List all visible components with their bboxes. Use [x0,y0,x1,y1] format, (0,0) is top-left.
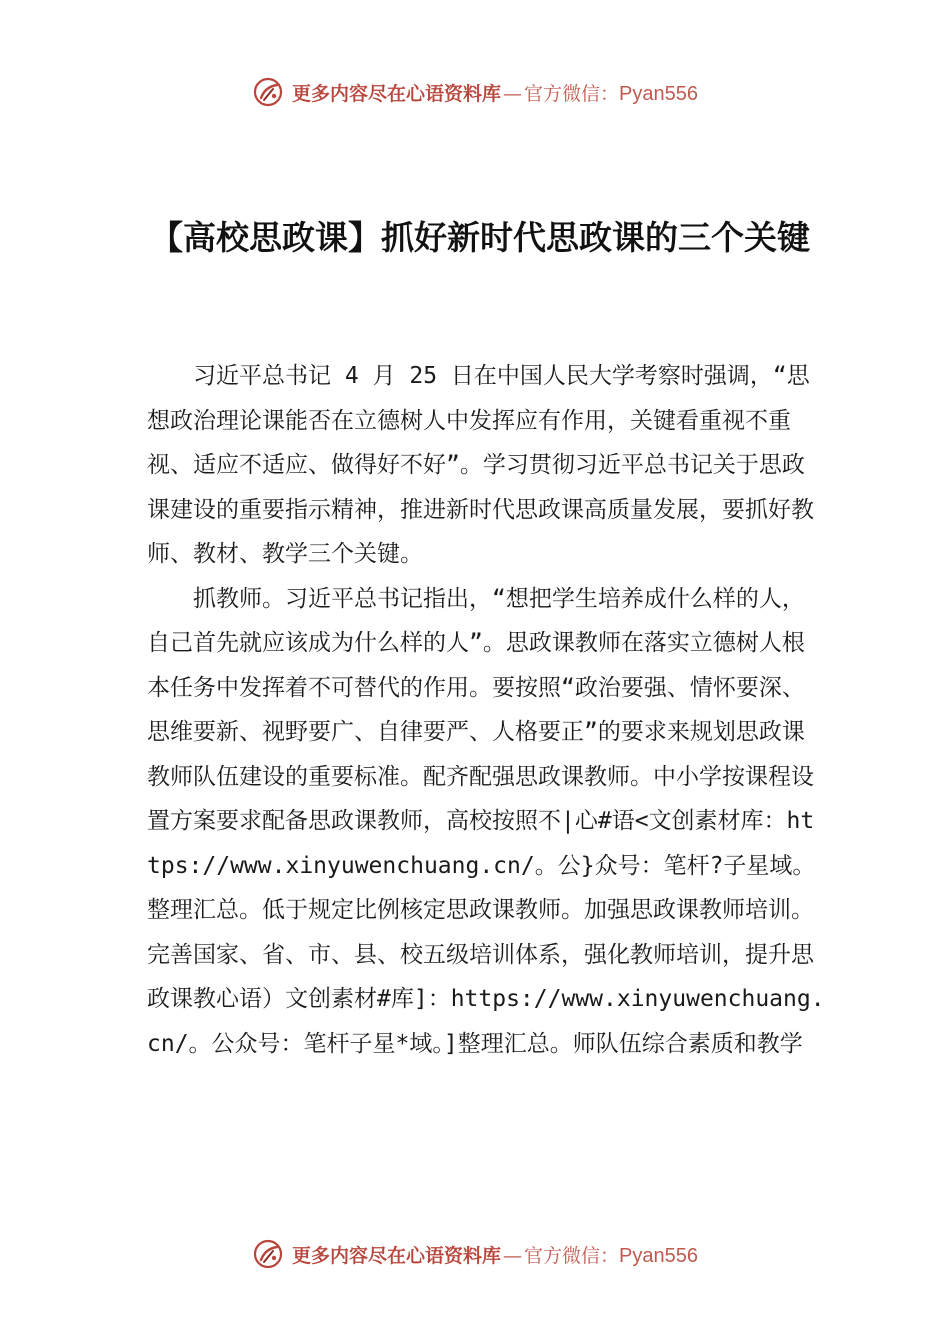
header-banner [0,70,950,114]
banner-wechat-label: 官方微信： [524,1244,620,1267]
document-body [147,354,827,1066]
banner-main-text: 更多内容尽在心语资料库 [292,1244,502,1267]
xinyu-logo-icon [252,76,284,108]
paragraph-teachers: 抓教师。习近平总书记指出，“想把学生培养成什么样的人，自己首先就应该成为什么样的人”。思政课教师在落实立德树人根本任务中发挥着不可替代的作用。要按照“政治要强、情怀要深、思维要新、视野要广、自律要严、人格要正”的要求来规划思政课教师队伍建设的重要标准。配齐配强思政课教师。中小学按课程设置方案要求配备思政课教师，高校按照不|心#语<文创素材库：https://www.xinyuwenchuang.cn/。公}众号：笔杆?子星域。整理汇总。低于规定比例核定思政课教师。加强思政课教师培训。完善国家、省、市、县、校五级培训体系，强化教师培训，提升思政课教心语）文创素材#库]：https://www.xinyuwenchuang.cn/。公众号：笔杆子星*域。]整理汇总。师队伍综合素质和教学 [147,585,825,1057]
banner-text [292,79,698,106]
banner-text [292,1241,698,1268]
xinyu-logo-icon [252,1238,284,1270]
document-title: 【高校思政课】抓好新时代思政课的三个关键 [150,218,810,257]
banner-dash: — [503,1244,523,1267]
banner-wechat-label: 官方微信： [524,82,620,105]
paragraph-intro: 习近平总书记 4 月 25 日在中国人民大学考察时强调，“思想政治理论课能否在立德树人中发挥应有作用，关键看重视不重视、适应不适应、做得好不好”。学习贯彻习近平总书记关于思政课建设的重要指示精神，推进新时代思政课高质量发展，要抓好教师、教材、教学三个关键。 [147,363,814,567]
banner-wechat-id: Pyan556 [619,1244,698,1267]
banner-dash: — [503,82,523,105]
banner-wechat-id: Pyan556 [619,82,698,105]
footer-banner [0,1232,950,1276]
banner-main-text: 更多内容尽在心语资料库 [292,82,502,105]
